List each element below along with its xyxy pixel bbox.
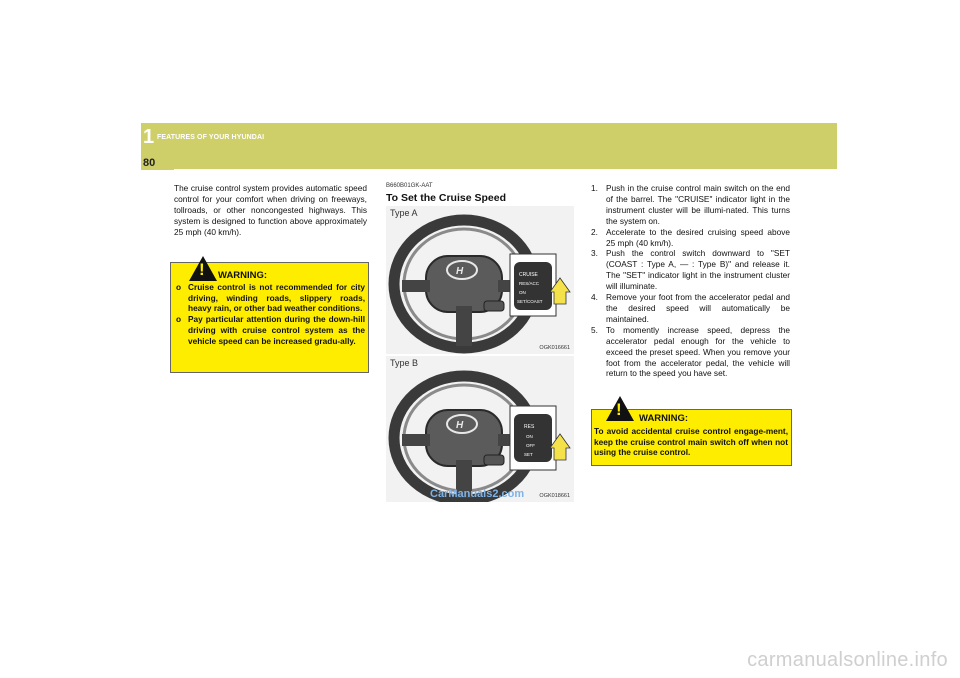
- svg-text:SET/COAST: SET/COAST: [517, 299, 543, 304]
- warning-item: o Pay particular attention during the down-hill driving with cruise control system as the vehicle speed can be increased gradu-ally.: [176, 314, 365, 346]
- svg-text:OFF: OFF: [526, 443, 535, 448]
- chapter-number: 1: [143, 126, 155, 148]
- svg-text:H: H: [456, 266, 464, 277]
- figure-caption: OGK016661: [539, 345, 570, 351]
- warning-title: WARNING:: [639, 413, 689, 424]
- warning-list: [175, 282, 365, 346]
- list-item: 1. Push in the cruise control main switch on the end of the barrel. The "CRUISE" indicator light in the instrument cluster will be illumi-nated. This turns the system on.: [591, 183, 790, 226]
- list-item: 2. Accelerate to the desired cruising speed above 25 mph (40 km/h).: [591, 226, 790, 248]
- section-code: B660B01GK-AAT: [386, 183, 433, 189]
- warning-icon: !: [189, 256, 217, 281]
- steps-list: [591, 183, 790, 379]
- figure-label: Type B: [390, 358, 419, 368]
- watermark: CarManuals2.com: [430, 488, 525, 500]
- figure-type-b: [386, 356, 574, 502]
- list-item: 4. Remove your foot from the accelerator pedal and the desired speed will automatically be maintained.: [591, 292, 790, 324]
- footer-watermark: carmanualsonline.info: [747, 649, 948, 671]
- svg-text:CRUISE: CRUISE: [519, 272, 538, 278]
- svg-text:ON: ON: [526, 434, 533, 439]
- figure-type-a: [386, 206, 574, 354]
- intro-paragraph: The cruise control system provides automatic speed control for your comfort when driving on freeways, tollroads, or other noncongested highways. This system is designed to function above approximately 25 mph (40 km/h).: [174, 183, 367, 237]
- steering-wheel-icon: [386, 206, 574, 354]
- svg-text:H: H: [456, 420, 464, 431]
- warning-text: To avoid accidental cruise control engage-ment, keep the cruise control main switch off when not using the cruise control.: [594, 426, 788, 458]
- header-bar: [141, 123, 837, 169]
- figure-caption: OGK018661: [539, 493, 570, 499]
- section-title: To Set the Cruise Speed: [386, 192, 506, 204]
- steering-wheel-icon: [386, 356, 574, 502]
- figure-label: Type A: [390, 208, 418, 218]
- list-item: 3. Push the control switch downward to "SET (COAST : Type A, — : Type B)" and release it. The "SET" indicator light in the instrument cluster will illuminate.: [591, 248, 790, 292]
- warning-box-1: [170, 262, 369, 373]
- warning-title: WARNING:: [218, 270, 268, 281]
- svg-text:ON: ON: [519, 290, 526, 295]
- warning-item: o Cruise control is not recommended for city driving, winding roads, slippery roads, heavy rain, or other bad weather conditions.: [176, 282, 365, 314]
- list-item: 5. To momently increase speed, depress the accelerator pedal enough for the vehicle to exceed the preset speed. When you remove your foot from the accelerator pedal, the vehicle will return to the speed you have set.: [591, 324, 790, 379]
- chapter-title: FEATURES OF YOUR HYUNDAI: [157, 134, 265, 141]
- svg-text:RES: RES: [524, 424, 535, 430]
- svg-text:SET: SET: [524, 452, 533, 457]
- warning-icon: !: [606, 396, 634, 421]
- svg-text:RES/ACC: RES/ACC: [519, 281, 540, 286]
- page-number: 80: [143, 157, 156, 169]
